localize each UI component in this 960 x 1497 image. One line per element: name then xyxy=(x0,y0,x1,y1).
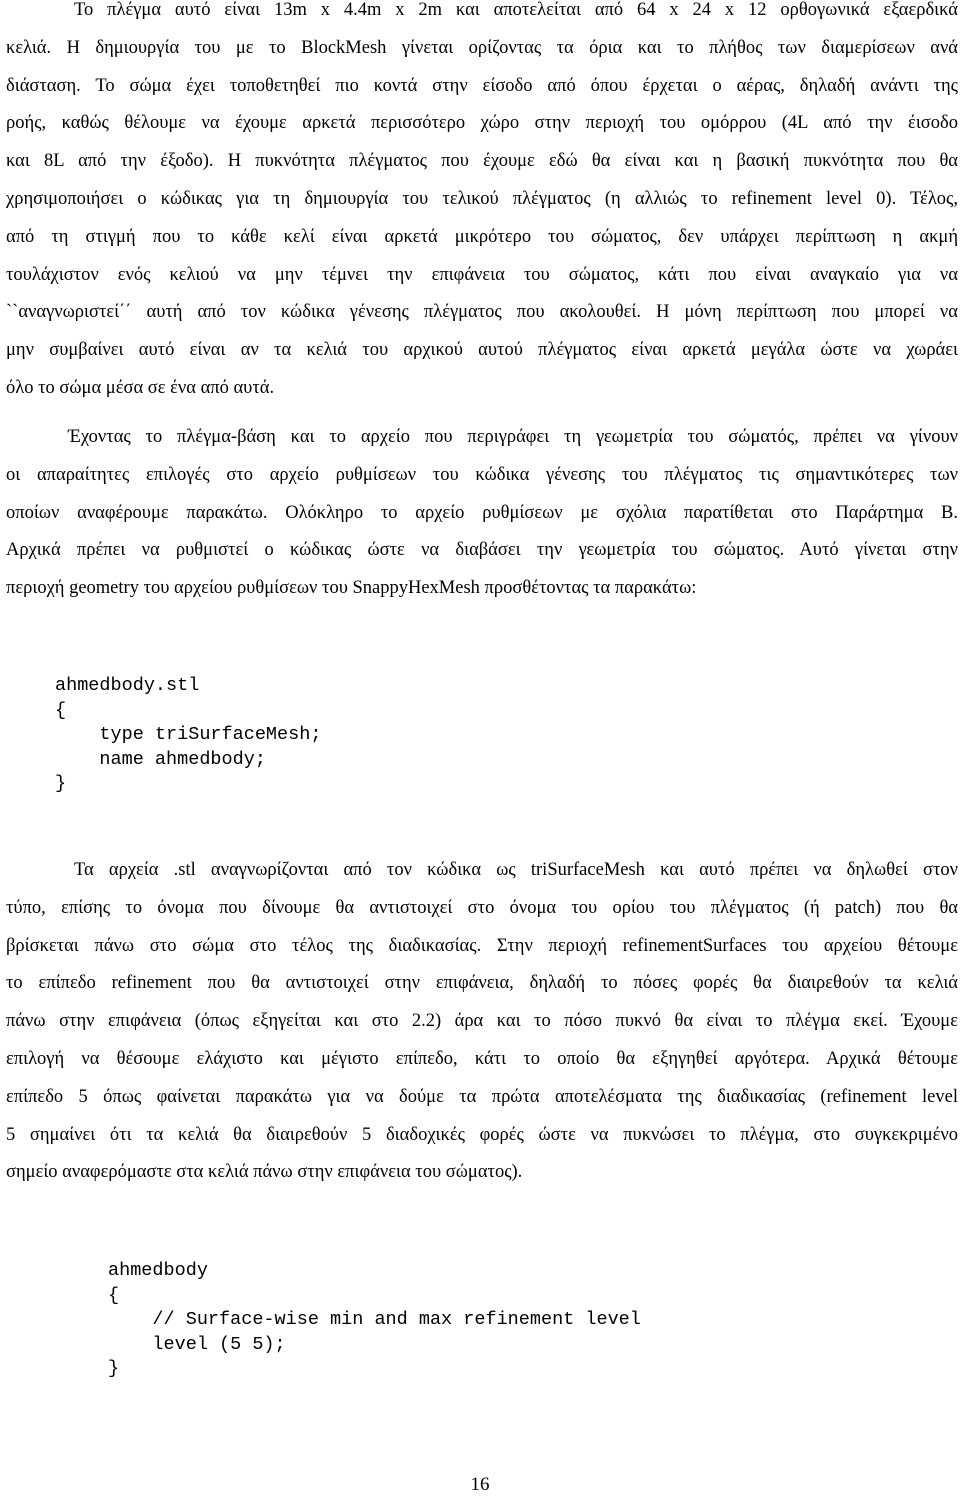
page-number: 16 xyxy=(470,1474,490,1495)
paragraph-line: οι απαραίτητες επιλογές στο αρχείο ρυθμίσεων του κώδικα γένεσης του πλέγματος τις σημαντικότερες των xyxy=(6,464,958,485)
paragraph-line: σημείο αναφερόμαστε στα κελιά πάνω στην επιφάνεια του σώματος). xyxy=(6,1162,523,1183)
paragraph-line: μην συμβαίνει αυτό είναι αν τα κελιά του αρχικού αυτού πλέγματος είναι αρκετά μεγάλα ώστε να χωράει xyxy=(6,340,958,361)
paragraph-line: περιοχή geometry του αρχείου ρυθμίσεων του SnappyHexMesh προσθέτοντας τα παρακάτω: xyxy=(6,578,697,599)
paragraph-line: Τα αρχεία .stl αναγνωρίζονται από τον κώδικα ως triSurfaceMesh και αυτό πρέπει να δηλωθεί στον xyxy=(74,860,958,880)
paragraph-line: Το πλέγμα αυτό είναι 13m x 4.4m x 2m και αποτελείται από 64 x 24 x 12 ορθογωνικά εξαερδικά xyxy=(74,0,958,20)
paragraph-line: το επίπεδο refinement που θα αντιστοιχεί στην επιφάνεια, δηλαδή το πόσες φορές θα διαιρεθούν τα κελιά xyxy=(6,973,958,994)
paragraph-line: επίπεδο 5 όπως φαίνεται παρακάτω για να δούμε τα πρώτα αποτελέσματα της διαδικασίας (refinement level xyxy=(6,1086,958,1107)
paragraph-line: χρησιμοποιήσει ο κώδικας για τη δημιουργία του τελικού πλέγματος (η αλλιώς το refinement level 0). Τέλος, xyxy=(6,188,958,209)
paragraph-line: τουλάχιστον ενός κελιού να μην τέμνει την επιφάνεια του σώματος, κάτι που είναι αναγκαίο για να xyxy=(6,264,958,285)
paragraph-1 xyxy=(6,0,958,408)
paragraph-line: κελιά. Η δημιουργία του με το BlockMesh γίνεται ορίζοντας τα όρια και το πλήθος των διαμερίσεων ανά xyxy=(6,37,958,58)
paragraph-line: τύπο, επίσης το όνομα που δίνουμε θα αντιστοιχεί στο όνομα του ορίου του πλέγματος (ή patch) που θα xyxy=(6,897,958,918)
code-block-geometry: ahmedbody.stl { type triSurfaceMesh; name ahmedbody; } xyxy=(55,675,322,794)
paragraph-line: οποίων αναφέρουμε παρακάτω. Ολόκληρο το αρχείο ρυθμίσεων με σχόλια παρατίθεται στο Παράρτημα Β. xyxy=(6,502,958,523)
paragraph-line: πάνω στην επιφάνεια (όπως εξηγείται και στο 2.2) άρα και το πόσο πυκνό θα είναι το πλέγμα εκεί. Έχουμε xyxy=(6,1011,958,1032)
paragraph-line: βρίσκεται πάνω στο σώμα στο τέλος της διαδικασίας. Στην περιοχή refinementSurfaces του αρχείου θέτουμε xyxy=(6,935,958,956)
paragraph-line: Έχοντας το πλέγμα-βάση και το αρχείο που περιγράφει τη γεωμετρία του σώματός, πρέπει να γίνουν xyxy=(68,427,958,447)
paragraph-3 xyxy=(6,852,958,1192)
paragraph-line: από τη στιγμή που το κάθε κελί είναι αρκετά μικρότερο του σώματος, δεν υπάρχει περίπτωση η ακμή xyxy=(6,226,958,247)
code-block-refinement: ahmedbody { // Surface-wise min and max refinement level level (5 5); } xyxy=(108,1260,641,1379)
paragraph-line: διάσταση. Το σώμα έχει τοποθετηθεί πιο κοντά στην είσοδο από όπου έρχεται ο αέρας, δηλαδή ανάντι της xyxy=(6,75,958,96)
paragraph-2 xyxy=(6,419,958,608)
paragraph-line: ``αναγνωριστεί΄΄ αυτή από τον κώδικα γένεσης πλέγματος που ακολουθεί. Η μόνη περίπτωση που μπορεί να xyxy=(6,302,958,323)
paragraph-line: επιλογή να θέσουμε ελάχιστο και μέγιστο επίπεδο, κάτι το οποίο θα εξηγηθεί αργότερα. Αρχικά θέτουμε xyxy=(6,1048,958,1069)
paragraph-line: ροής, καθώς θέλουμε να έχουμε αρκετά περισσότερο χώρο στην περιοχή του ομόρρου (4L από την έισοδο xyxy=(6,113,958,134)
paragraph-line: Αρχικά πρέπει να ρυθμιστεί ο κώδικας ώστε να διαβάσει την γεωμετρία του σώματος. Αυτό γίνεται στην xyxy=(6,540,958,561)
paragraph-line: 5 σημαίνει ότι τα κελιά θα διαιρεθούν 5 διαδοχικές φορές ώστε να πυκνώσει το πλέγμα, στο συγκεκριμένο xyxy=(6,1124,958,1145)
paragraph-line: όλο το σώμα μέσα σε ένα από αυτά. xyxy=(6,377,275,398)
paragraph-line: και 8L από την έξοδο). Η πυκνότητα πλέγματος που έχουμε εδώ θα είναι και η βασική πυκνότητα που θα xyxy=(6,151,958,172)
